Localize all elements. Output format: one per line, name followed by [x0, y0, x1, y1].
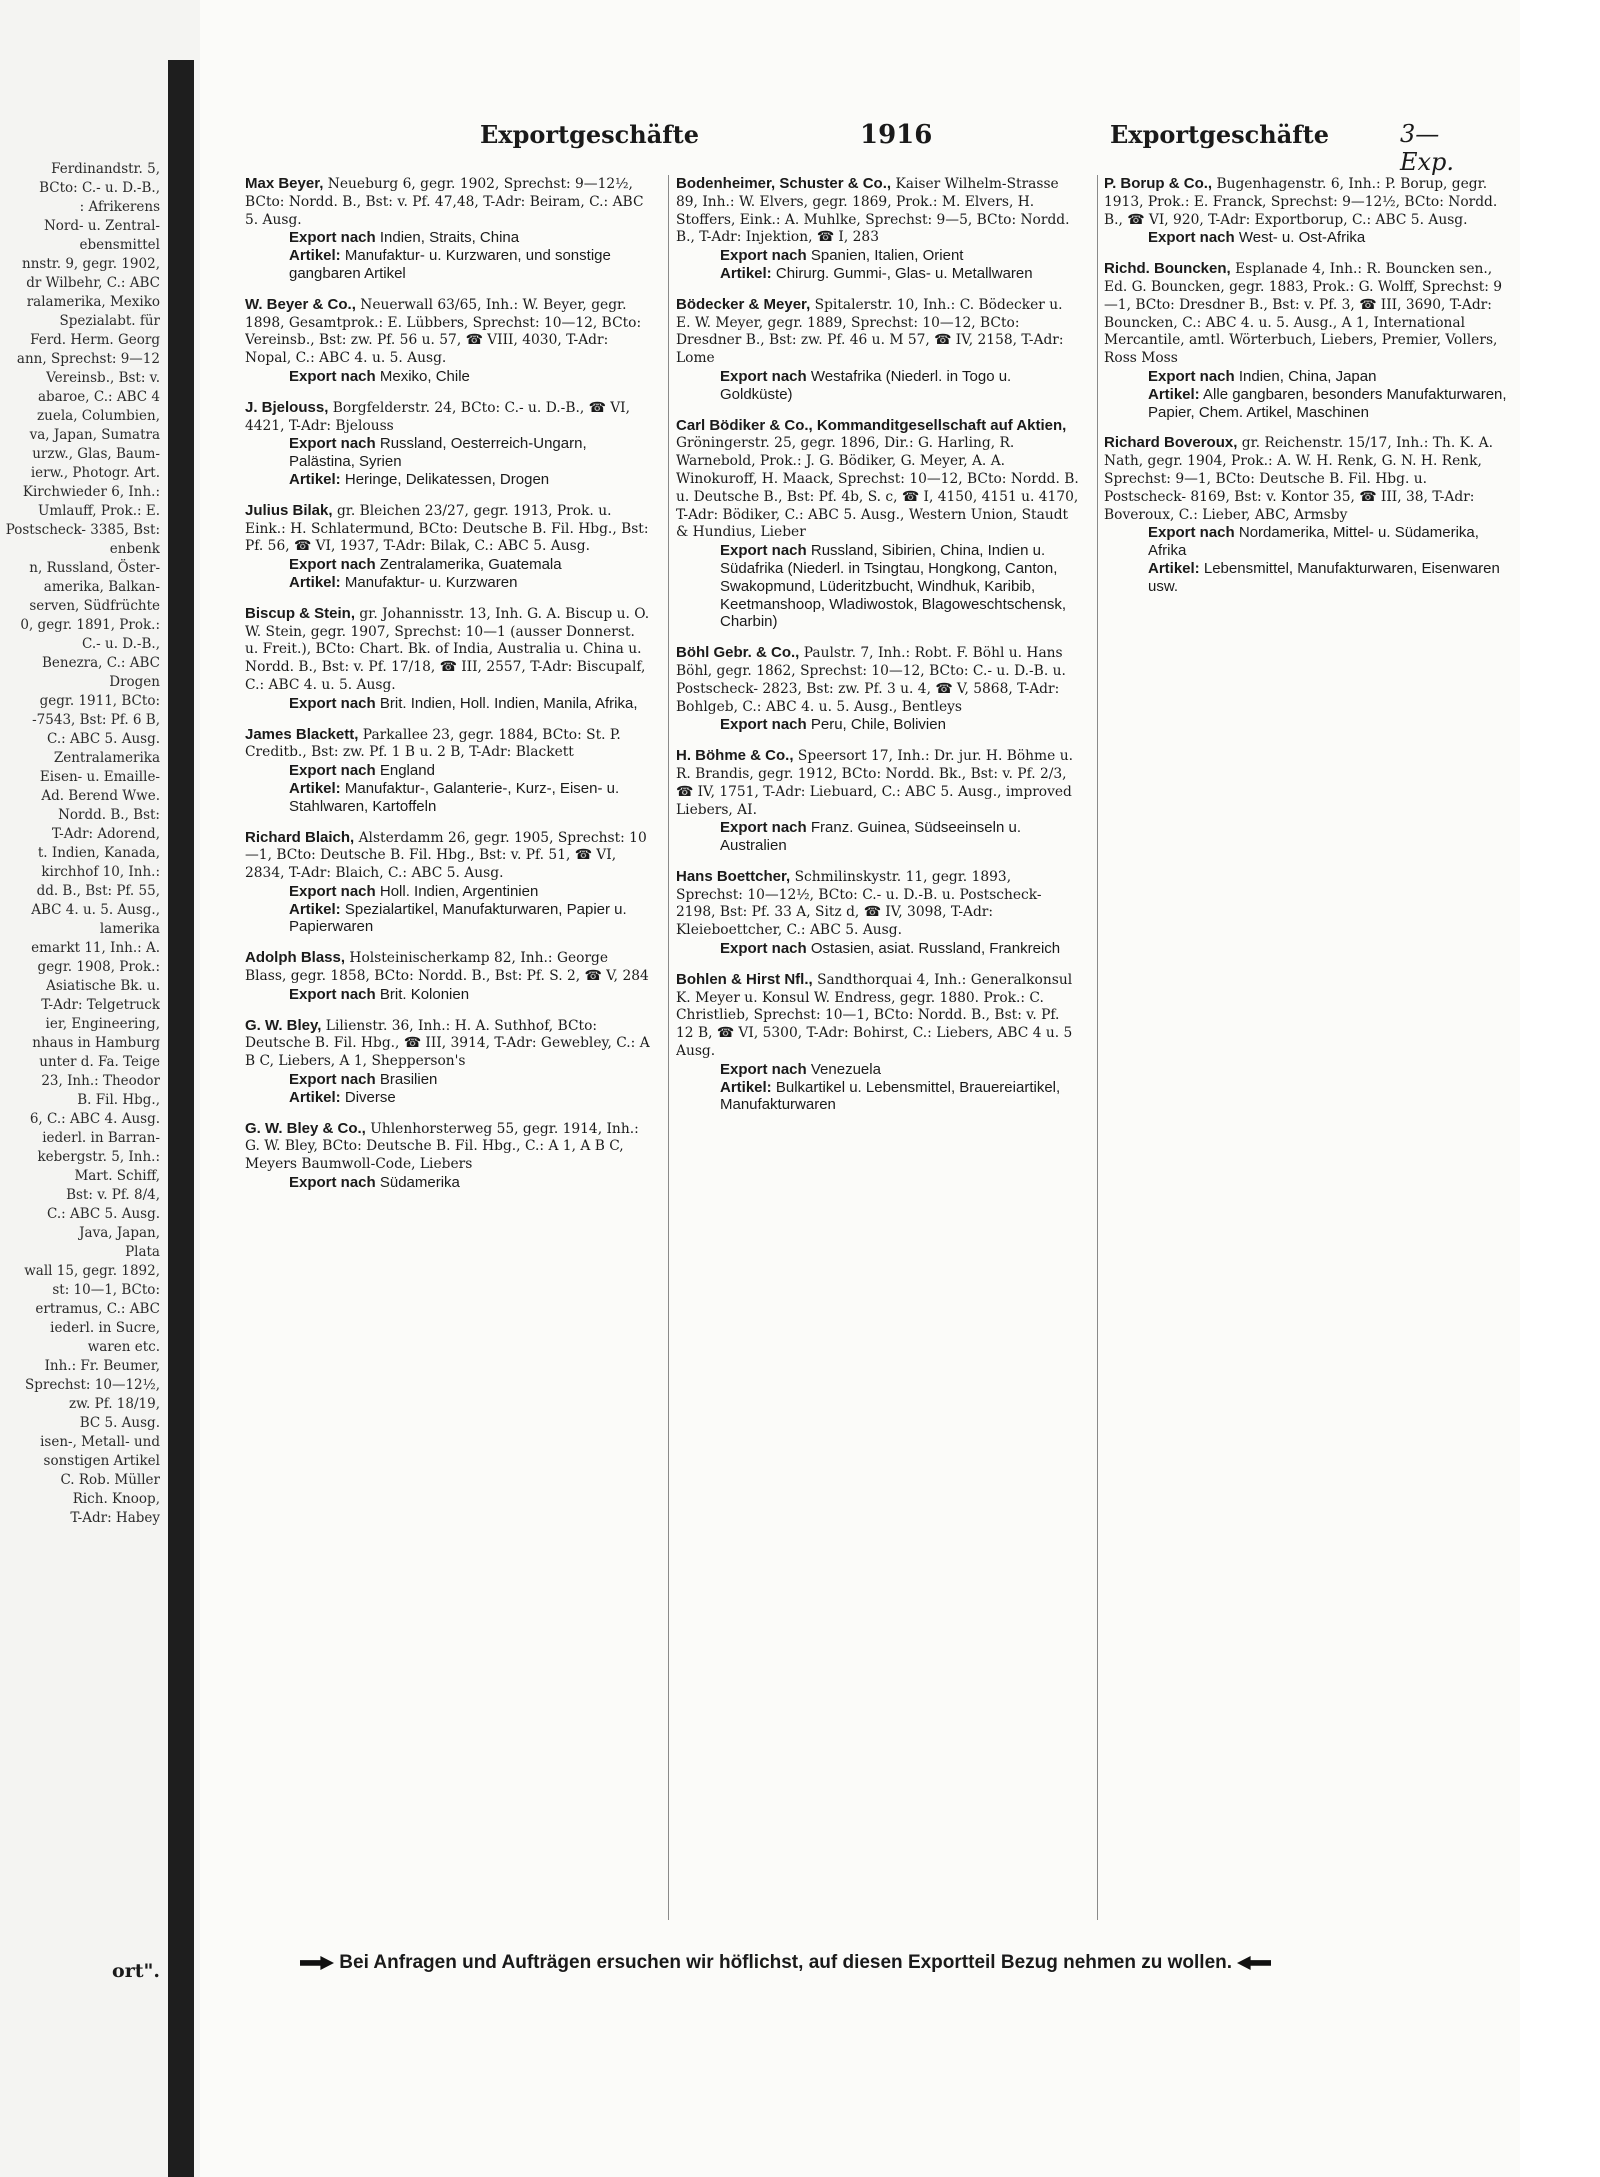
- directory-entry: [245, 1017, 650, 1107]
- export-label: Export nach: [720, 716, 807, 734]
- adjacent-page-line: B. Fil. Hbg.,: [77, 1092, 160, 1108]
- export-line: [289, 986, 650, 1004]
- export-destinations: Brasilien: [379, 1071, 438, 1089]
- directory-entry: [676, 417, 1081, 632]
- directory-entry: [245, 829, 650, 937]
- company-name: Bödecker & Meyer,: [676, 295, 811, 313]
- adjacent-page-line: Rich. Knoop,: [72, 1491, 160, 1507]
- column-2: [676, 175, 1081, 1920]
- export-label: Export nach: [289, 367, 376, 385]
- artikel-line: [1148, 386, 1509, 422]
- adjacent-page-line: C.: ABC 5. Ausg.: [47, 731, 160, 747]
- adjacent-page-line: Vereinsb., Bst: v.: [46, 370, 160, 386]
- adjacent-page-line: 6, C.: ABC 4. Ausg.: [29, 1111, 160, 1127]
- company-details: Uhlenhorsterweg 55, gegr. 1914, Inh.: G. W. Bley, BCto: Deutsche B. Fil. Hbg., C.: A 1, A B C, Meyers Baumwoll-Code, Liebers: [245, 1120, 639, 1173]
- export-destinations: Spanien, Italien, Orient: [810, 247, 964, 265]
- artikel-goods: Diverse: [344, 1088, 396, 1106]
- adjacent-page-line: iederl. in Sucre,: [50, 1320, 160, 1336]
- company-name: Richard Blaich,: [245, 828, 355, 846]
- company-details: Gröningerstr. 25, gegr. 1896, Dir.: G. Harling, R. Warnebold, Prok.: J. G. Bödiker, G. Meyer, A. A. Winokuroff, H. Maack, Sprechst: 10—12, BCto: Nordd. B. u. Deutsche B., Bst: Pf. 4b, S. c, ☎ I, 4150, 4151 u. 4170, T-Adr: Bödiker, C.: ABC 5. Ausg., Western Union, Staudt & Hundius, Lieber: [676, 435, 1079, 541]
- adjacent-page-line: 0, gegr. 1891, Prok.:: [20, 617, 160, 633]
- adjacent-page-line: urzw., Glas, Baum-: [32, 446, 160, 462]
- adjacent-page-line: ierw., Photogr. Art.: [30, 465, 160, 481]
- export-destinations: West- u. Ost-Afrika: [1238, 229, 1366, 247]
- artikel-goods: Manufaktur- u. Kurzwaren, und sonstige gangbaren Artikel: [289, 247, 611, 282]
- adjacent-page-line: ralamerika, Mexiko: [26, 294, 160, 310]
- company-details: Spitalerstr. 10, Inh.: C. Bödecker u. E. W. Meyer, gegr. 1889, Sprechst: 10—12, BCto: Dresdner B., Bst: zw. Pf. 46 u. M 57, ☎ IV, 2158, T-Adr: Lome: [676, 296, 1064, 367]
- export-label: Export nach: [289, 1174, 376, 1192]
- adjacent-page-line: Asiatische Bk. u.: [46, 978, 160, 994]
- adjacent-page-line: Spezialabt. für: [59, 313, 160, 329]
- export-destinations: Nordamerika, Mittel- u. Südamerika, Afrika: [1148, 524, 1479, 560]
- artikel-line: [720, 265, 1081, 283]
- adjacent-page-line: kirchhof 10, Inh.:: [41, 864, 160, 880]
- adjacent-page-line: gegr. 1911, BCto:: [39, 693, 160, 709]
- adjacent-page-line: nnstr. 9, gegr. 1902,: [22, 256, 160, 272]
- artikel-line: [1148, 560, 1509, 596]
- company-name: Böhl Gebr. & Co.,: [676, 644, 800, 662]
- company-name: Bohlen & Hirst Nfl.,: [676, 970, 813, 988]
- artikel-label: Artikel:: [289, 1088, 341, 1106]
- export-line: [1148, 229, 1509, 247]
- export-label: Export nach: [720, 1060, 807, 1078]
- export-line: [289, 762, 650, 780]
- export-destinations: Venezuela: [810, 1060, 881, 1078]
- artikel-label: Artikel:: [1148, 559, 1200, 577]
- adjacent-page-line: C.: ABC 5. Ausg.: [47, 1206, 160, 1222]
- directory-entry: [245, 175, 650, 283]
- artikel-line: [289, 780, 650, 816]
- adjacent-page-line: n, Russland, Öster-: [29, 560, 160, 576]
- company-name: Max Beyer,: [245, 175, 324, 192]
- company-name: G. W. Bley,: [245, 1016, 322, 1034]
- adjacent-page-line: Nordd. B., Bst:: [58, 807, 160, 823]
- export-destinations: Holl. Indien, Argentinien: [379, 882, 539, 900]
- export-label: Export nach: [1148, 524, 1235, 542]
- directory-entry: [245, 399, 650, 489]
- company-details: Neuerwall 63/65, Inh.: W. Beyer, gegr. 1898, Gesamtprok.: E. Lübbers, Sprechst: 10—12, BCto: Vereinsb., Bst: zw. Pf. 56 u. 57, ☎ VIII, 4030, T-Adr: Nopal, C.: ABC 4. u. 5. Ausg.: [245, 296, 642, 367]
- artikel-line: [289, 247, 650, 283]
- export-line: [289, 883, 650, 901]
- adjacent-page-footer: ort".: [112, 1960, 160, 1982]
- export-destinations: Indien, China, Japan: [1238, 367, 1377, 385]
- artikel-goods: Manufaktur- u. Kurzwaren: [344, 573, 518, 591]
- adjacent-page-line: Ad. Berend Wwe.: [41, 788, 160, 804]
- export-label: Export nach: [289, 985, 376, 1003]
- company-name: Bodenheimer, Schuster & Co.,: [676, 175, 892, 192]
- company-name: Richard Boveroux,: [1104, 434, 1238, 452]
- adjacent-page-line: iederl. in Barran-: [42, 1130, 160, 1146]
- adjacent-page-line: Plata: [125, 1244, 160, 1260]
- adjacent-page-line: Drogen: [109, 674, 160, 690]
- company-details: Parkallee 23, gegr. 1884, BCto: St. P. Creditb., Bst: zw. Pf. 1 B u. 2 B, T-Adr: Blackett: [245, 726, 621, 761]
- binding-shadow: [168, 60, 194, 2177]
- company-name: Hans Boettcher,: [676, 867, 791, 885]
- directory-entry: [676, 296, 1081, 404]
- artikel-line: [289, 1089, 650, 1107]
- adjacent-page-line: Ferdinandstr. 5,: [51, 161, 160, 177]
- export-destinations: Brit. Kolonien: [379, 985, 470, 1003]
- artikel-label: Artikel:: [720, 1078, 772, 1096]
- adjacent-page-line: Postscheck- 3385, Bst:: [5, 522, 160, 538]
- export-destinations: England: [379, 762, 435, 780]
- company-details: Holsteinischerkamp 82, Inh.: George Blass, gegr. 1858, BCto: Nordd. B., Bst: Pf. S. 2, ☎ V, 284: [245, 950, 649, 985]
- company-name: H. Böhme & Co.,: [676, 747, 794, 765]
- adjacent-page-line: Eisen- u. Emaille-: [39, 769, 160, 785]
- adjacent-page-line: ertramus, C.: ABC: [35, 1301, 160, 1317]
- company-details: Sandthorquai 4, Inh.: Generalkonsul K. Meyer u. Konsul W. Endress, gegr. 1880. Prok.: C. Christlieb, Sprechst: 10—1, BCto: Nordd. B., Bst: v. Pf. 12 B, ☎ VI, 5300, T-Adr: Bohirst, C.: Liebers, ABC 4 u. 5 Ausg.: [676, 971, 1073, 1060]
- directory-entry: [676, 644, 1081, 734]
- export-destinations: Zentralamerika, Guatemala: [379, 556, 562, 574]
- company-name: P. Borup & Co.,: [1104, 175, 1213, 192]
- artikel-line: [289, 901, 650, 937]
- export-line: [289, 229, 650, 247]
- pointing-hand-icon: [1237, 1956, 1271, 1970]
- pointing-hand-icon: [300, 1956, 334, 1970]
- export-destinations: Franz. Guinea, Südseeinseln u. Australien: [720, 819, 1021, 855]
- adjacent-page-line: dd. B., Bst: Pf. 55,: [36, 883, 160, 899]
- artikel-line: [720, 1079, 1081, 1115]
- adjacent-page-line: 23, Inh.: Theodor: [41, 1073, 160, 1089]
- export-label: Export nach: [1148, 229, 1235, 247]
- adjacent-page-line: ABC 4. u. 5. Ausg.,: [31, 902, 160, 918]
- export-label: Export nach: [720, 367, 807, 385]
- adjacent-page-line: : Afrikerens: [79, 199, 160, 215]
- adjacent-page-line: -7543, Bst: Pf. 6 B,: [32, 712, 160, 728]
- directory-entry: [1104, 175, 1509, 247]
- company-details: Paulstr. 7, Inh.: Robt. F. Böhl u. Hans Böhl, gegr. 1862, Sprechst: 10—12, BCto: C.- u. D.-B. u. Postscheck- 2823, Bst: zw. Pf. 3 u. 4, ☎ V, 5868, T-Adr: Bohlgeb, C.: ABC 4. u. 5. Ausg., Bentleys: [676, 645, 1066, 715]
- page-footer: [300, 1952, 1500, 1974]
- export-destinations: Indien, Straits, China: [379, 229, 520, 247]
- company-details: gr. Johannisstr. 13, Inh. G. A. Biscup u. O. W. Stein, gegr. 1907, Sprechst: 10—1 (ausser Donnerst. u. Freit.), BCto: Chart. Bk. of India, Australia u. China u. Nordd. B., Bst: v. Pf. 17/18, ☎ III, 2557, T-Adr: Biscupalf, C.: ABC 4. u. 5. Ausg.: [245, 605, 650, 693]
- artikel-line: [289, 471, 650, 489]
- company-details: Lilienstr. 36, Inh.: H. A. Suthhof, BCto: Deutsche B. Fil. Hbg., ☎ III, 3914, T-Adr: Gewebley, C.: A B C, Liebers, A 1, Shepperson's: [245, 1017, 650, 1070]
- adjacent-page-line: Benezra, C.: ABC: [41, 655, 160, 671]
- export-label: Export nach: [289, 435, 376, 453]
- company-name: G. W. Bley & Co.,: [245, 1119, 366, 1137]
- column-divider: [1097, 175, 1098, 1920]
- adjacent-page-line: emarkt 11, Inh.: A.: [31, 940, 160, 956]
- export-line: [720, 247, 1081, 265]
- adjacent-page-line: kebergstr. 5, Inh.:: [37, 1149, 160, 1165]
- adjacent-page-line: T-Adr: Adorend,: [51, 826, 160, 842]
- export-line: [720, 940, 1081, 958]
- page-header: [270, 120, 1490, 176]
- company-details: gr. Reichenstr. 15/17, Inh.: Th. K. A. Nath, gegr. 1904, Prok.: A. W. H. Renk, G. N. H. Renk, Sprechst: 9—1, BCto: Deutsche B. Fil. Hbg. u. Postscheck- 8169, Bst: v. Kontor 35, ☎ III, 38, T-Adr: Boveroux, C.: Lieber, ABC, Armsby: [1104, 435, 1494, 523]
- export-line: [289, 556, 650, 574]
- adjacent-page-text: [0, 160, 160, 1940]
- header-title-right: Exportgeschäfte: [1110, 120, 1329, 149]
- artikel-label: Artikel:: [289, 779, 341, 797]
- artikel-goods: Heringe, Delikatessen, Drogen: [344, 470, 550, 488]
- header-title-left: Exportgeschäfte: [480, 120, 699, 149]
- artikel-label: Artikel:: [289, 247, 341, 265]
- export-label: Export nach: [720, 940, 807, 958]
- artikel-label: Artikel:: [289, 573, 341, 591]
- export-label: Export nach: [720, 247, 807, 265]
- export-line: [289, 368, 650, 386]
- export-destinations: Brit. Indien, Holl. Indien, Manila, Afrika,: [379, 694, 638, 712]
- adjacent-page-line: Ferd. Herm. Georg: [30, 332, 160, 348]
- directory-entry: [1104, 260, 1509, 421]
- adjacent-page-line: Sprechst: 10—12½,: [24, 1377, 160, 1393]
- artikel-goods: Lebensmittel, Manufakturwaren, Eisenwaren usw.: [1148, 559, 1500, 595]
- artikel-label: Artikel:: [720, 264, 772, 282]
- export-line: [720, 368, 1081, 404]
- artikel-goods: Bulkartikel u. Lebensmittel, Brauereiartikel, Manufakturwaren: [720, 1078, 1061, 1114]
- export-line: [289, 695, 650, 713]
- directory-entry: [245, 949, 650, 1003]
- export-label: Export nach: [289, 556, 376, 574]
- column-3: [1104, 175, 1509, 1920]
- directory-entry: [676, 868, 1081, 958]
- company-details: Bugenhagenstr. 6, Inh.: P. Borup, gegr. 1913, Prok.: E. Franck, Sprechst: 9—12½, BCto: Nordd. B., ☎ VI, 920, T-Adr: Exportborup, C.: ABC 5. Ausg.: [1104, 176, 1498, 228]
- directory-entry: [676, 175, 1081, 283]
- adjacent-page-line: ier, Engineering,: [45, 1016, 160, 1032]
- adjacent-page-line: BCto: C.- u. D.-B.,: [39, 180, 160, 196]
- export-line: [289, 1071, 650, 1089]
- export-label: Export nach: [289, 694, 376, 712]
- adjacent-page-line: isen-, Metall- und: [40, 1434, 160, 1450]
- adjacent-page-line: Bst: v. Pf. 8/4,: [66, 1187, 160, 1203]
- export-destinations: Russland, Sibirien, China, Indien u. Südafrika (Niederl. in Tsingtau, Hongkong, Canton, Swakopmund, Lüderitzbucht, Windhuk, Karibib, Keetmanshoop, Wladiwostok, Blagoweschtschensk, Charbin): [720, 542, 1067, 631]
- directory-entry: [676, 971, 1081, 1114]
- column-divider: [668, 175, 669, 1920]
- adjacent-page-line: Inh.: Fr. Beumer,: [44, 1358, 160, 1374]
- company-details: Alsterdamm 26, gegr. 1905, Sprechst: 10—1, BCto: Deutsche B. Fil. Hbg., Bst: v. Pf. 51, ☎ VI, 2834, T-Adr: Blaich, C.: ABC 5. Ausg.: [245, 829, 647, 882]
- export-line: [720, 819, 1081, 855]
- adjacent-page-line: enbenk: [109, 541, 160, 557]
- artikel-label: Artikel:: [1148, 385, 1200, 403]
- adjacent-page-line: dr Wilbehr, C.: ABC: [26, 275, 160, 291]
- company-details: gr. Bleichen 23/27, gegr. 1913, Prok. u. Eink.: H. Schlatermund, BCto: Deutsche B. Fil. Hbg., Bst: Pf. 56, ☎ VI, 1937, T-Adr: Bilak, C.: ABC 5. Ausg.: [245, 502, 649, 555]
- header-year: 1916: [860, 120, 933, 150]
- export-destinations: Mexiko, Chile: [379, 367, 470, 385]
- directory-entry: [1104, 434, 1509, 595]
- adjacent-page-line: ann, Sprechst: 9—12: [16, 351, 160, 367]
- adjacent-page-line: abaroe, C.: ABC 4: [37, 389, 160, 405]
- company-name: Richd. Bouncken,: [1104, 260, 1231, 278]
- export-label: Export nach: [720, 542, 807, 560]
- artikel-label: Artikel:: [289, 470, 341, 488]
- company-name: Carl Bödiker & Co., Kommanditgesellschaft auf Aktien,: [676, 416, 1067, 434]
- company-details: Speersort 17, Inh.: Dr. jur. H. Böhme u. R. Brandis, gegr. 1912, BCto: Nordd. Bk., Bst: v. Pf. 2/3, ☎ IV, 1751, T-Adr: Liebuard, C.: ABC 5. Ausg., improved Liebers, AI.: [676, 748, 1073, 818]
- adjacent-page-line: Zentralamerika: [53, 750, 160, 766]
- adjacent-page-line: sonstigen Artikel: [43, 1453, 160, 1469]
- company-name: Adolph Blass,: [245, 949, 346, 967]
- company-details: Schmilinskystr. 11, gegr. 1893, Sprechst: 10—12½, BCto: C.- u. D.-B. u. Postscheck- 2198, Bst: Pf. 33 A, Sitz d, ☎ IV, 3098, T-Adr: Kleieboettcher, C.: ABC 5. Ausg.: [676, 868, 1042, 939]
- export-line: [720, 542, 1081, 631]
- adjacent-page-line: amerika, Balkan-: [43, 579, 160, 595]
- adjacent-page-line: zw. Pf. 18/19,: [68, 1396, 160, 1412]
- export-label: Export nach: [289, 762, 376, 780]
- export-line: [289, 435, 650, 471]
- artikel-goods: Chirurg. Gummi-, Glas- u. Metallwaren: [775, 264, 1033, 282]
- adjacent-page-line: waren etc.: [87, 1339, 160, 1355]
- adjacent-page-line: st: 10—1, BCto:: [52, 1282, 160, 1298]
- export-label: Export nach: [289, 229, 376, 247]
- adjacent-page-line: C. Rob. Müller: [60, 1472, 160, 1488]
- adjacent-page-line: nhaus in Hamburg: [32, 1035, 160, 1051]
- company-details: Esplanade 4, Inh.: R. Bouncken sen., Ed. G. Bouncken, gegr. 1883, Prok.: G. Wolff, Sprechst: 9—1, BCto: Dresdner B., Bst: v. Pf. 3, ☎ III, 3690, T-Adr: Bouncken, C.: ABC 4. u. 5. Ausg., A 1, International Mercantile, amtl. Wörterbuch, Liebers, Premier, Vollers, Ross Moss: [1104, 261, 1503, 367]
- company-name: James Blackett,: [245, 725, 359, 743]
- artikel-line: [289, 574, 650, 592]
- export-label: Export nach: [289, 1071, 376, 1089]
- export-line: [1148, 368, 1509, 386]
- directory-entry: [245, 502, 650, 592]
- export-label: Export nach: [720, 819, 807, 837]
- company-details: Neueburg 6, gegr. 1902, Sprechst: 9—12½, BCto: Nordd. B., Bst: v. Pf. 47,48, T-Adr: Beiram, C.: ABC 5. Ausg.: [245, 176, 644, 228]
- export-line: [720, 716, 1081, 734]
- adjacent-page-line: Java, Japan,: [79, 1225, 160, 1241]
- page-number: 3—Exp.: [1400, 120, 1455, 176]
- directory-entry: [245, 605, 650, 713]
- footer-note: Bei Anfragen und Aufträgen ersuchen wir höflichst, auf diesen Exportteil Bezug nehmen zu wollen.: [339, 1952, 1233, 1973]
- company-name: Biscup & Stein,: [245, 604, 356, 622]
- artikel-label: Artikel:: [289, 900, 341, 918]
- company-details: Kaiser Wilhelm-Strasse 89, Inh.: W. Elvers, gegr. 1869, Prok.: M. Elvers, H. Stoffers, Eink.: A. Muhlke, Sprechst: 9—5, BCto: Nordd. B., T-Adr: Injektion, ☎ I, 283: [676, 176, 1070, 246]
- adjacent-page-line: lamerika: [99, 921, 160, 937]
- adjacent-page-line: BC 5. Ausg.: [79, 1415, 160, 1431]
- adjacent-page-line: T-Adr: Habey: [70, 1510, 160, 1526]
- export-destinations: Russland, Oesterreich-Ungarn, Palästina, Syrien: [289, 435, 587, 471]
- artikel-goods: Manufaktur-, Galanterie-, Kurz-, Eisen- u. Stahlwaren, Kartoffeln: [289, 779, 620, 815]
- company-name: W. Beyer & Co.,: [245, 295, 356, 313]
- directory-entry: [245, 1120, 650, 1192]
- adjacent-page-line: serven, Südfrüchte: [29, 598, 160, 614]
- adjacent-page-line: Mart. Schiff,: [74, 1168, 160, 1184]
- export-destinations: Westafrika (Niederl. in Togo u. Goldküste): [720, 367, 1012, 403]
- company-details: Borgfelderstr. 24, BCto: C.- u. D.-B., ☎ VI, 4421, T-Adr: Bjelouss: [245, 399, 630, 434]
- company-name: J. Bjelouss,: [245, 398, 329, 416]
- adjacent-page-line: unter d. Fa. Teige: [39, 1054, 160, 1070]
- export-destinations: Ostasien, asiat. Russland, Frankreich: [810, 940, 1061, 958]
- adjacent-page-line: ebensmittel: [79, 237, 160, 253]
- export-destinations: Südamerika: [379, 1174, 460, 1192]
- export-label: Export nach: [1148, 367, 1235, 385]
- adjacent-page-line: gegr. 1908, Prok.:: [37, 959, 160, 975]
- export-line: [720, 1061, 1081, 1079]
- export-label: Export nach: [289, 882, 376, 900]
- column-1: [245, 175, 650, 1920]
- adjacent-page-line: t. Indien, Kanada,: [37, 845, 160, 861]
- export-line: [289, 1174, 650, 1192]
- directory-entry: [245, 726, 650, 816]
- adjacent-page-line: wall 15, gegr. 1892,: [24, 1263, 160, 1279]
- export-destinations: Peru, Chile, Bolivien: [810, 716, 946, 734]
- adjacent-page-line: va, Japan, Sumatra: [29, 427, 160, 443]
- directory-entry: [676, 747, 1081, 855]
- adjacent-page-line: Umlauff, Prok.: E.: [37, 503, 160, 519]
- adjacent-page-line: T-Adr: Telgetruck: [41, 997, 160, 1013]
- adjacent-page: [0, 0, 211, 2177]
- artikel-goods: Alle gangbaren, besonders Manufakturwaren, Papier, Chem. Artikel, Maschinen: [1148, 385, 1507, 421]
- company-name: Julius Bilak,: [245, 501, 333, 519]
- adjacent-page-line: zuela, Columbien,: [37, 408, 160, 424]
- adjacent-page-line: C.- u. D.-B.,: [82, 636, 160, 652]
- export-line: [1148, 524, 1509, 560]
- page-margin-right: [1521, 0, 1600, 2177]
- adjacent-page-line: Kirchwieder 6, Inh.:: [22, 484, 160, 500]
- adjacent-page-line: Nord- u. Zentral-: [43, 218, 160, 234]
- directory-entry: [245, 296, 650, 386]
- artikel-goods: Spezialartikel, Manufakturwaren, Papier u. Papierwaren: [289, 900, 627, 936]
